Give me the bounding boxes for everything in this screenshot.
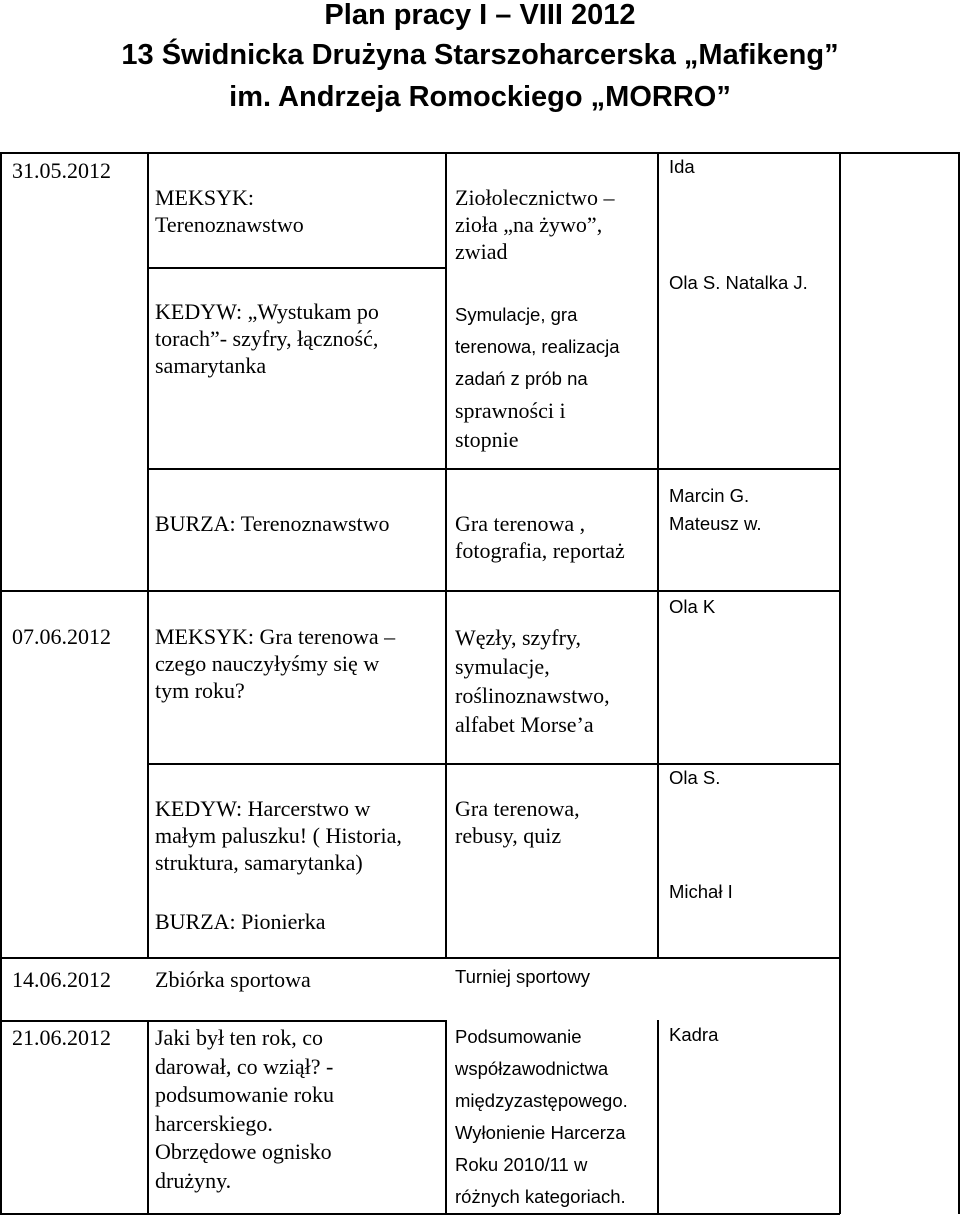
row-divider	[0, 590, 840, 592]
col-divider	[147, 152, 149, 957]
col-divider	[445, 1020, 447, 1214]
row2-method: Gra terenowa , fotografia, reportaż	[455, 511, 625, 563]
row4-topic-kedyw: KEDYW: Harcerstwo w małym paluszku! ( Historia, struktura, samarytanka)	[155, 796, 402, 875]
row3-method: Węzły, szyfry, symulacje, roślinoznawstwo, alfabet Morse’a	[455, 625, 610, 737]
row-divider	[0, 957, 840, 959]
row5-date: 14.06.2012	[12, 967, 111, 992]
col-divider	[147, 1020, 149, 1214]
row1-person-ola-natalka: Ola S. Natalka J.	[669, 272, 808, 293]
row5-topic: Zbiórka sportowa	[155, 967, 311, 992]
row4-person-ola: Ola S.	[669, 767, 721, 788]
doc-title-line-2: 13 Świdnicka Drużyna Starszoharcerska „Mafikeng”	[121, 39, 839, 71]
row1-method-herbal: Ziołolecznictwo – zioła „na żywo”, zwiad	[455, 185, 615, 264]
doc-title-line-1: Plan pracy I – VIII 2012	[324, 0, 636, 31]
row-divider	[147, 267, 445, 269]
row-divider	[0, 1020, 445, 1022]
row3-person: Ola K	[669, 596, 716, 617]
row4-method: Gra terenowa, rebusy, quiz	[455, 796, 580, 848]
col-divider	[657, 152, 659, 957]
table-bottom-border	[0, 1213, 840, 1215]
doc-title-line-3: im. Andrzeja Romockiego „MORRO”	[229, 81, 731, 113]
row1-topic-kedyw: KEDYW: „Wystukam po torach”- szyfry, łączność, samarytanka	[155, 299, 379, 378]
col-divider	[657, 1020, 659, 1214]
row1-topic-meksyk: MEKSYK: Terenoznawstwo	[155, 185, 304, 237]
row1-person-ida: Ida	[669, 156, 695, 177]
row6-method: Podsumowanie współzawodnictwa międzyzastępowego. Wyłonienie Harcerza Roku 2010/11 w różnych kategoriach.	[455, 1026, 628, 1207]
row6-person: Kadra	[669, 1024, 719, 1045]
row6-date: 21.06.2012	[12, 1025, 111, 1050]
row2-topic-burza: BURZA: Terenoznawstwo	[155, 511, 390, 536]
row1-method-badges: sprawności i stopnie	[455, 398, 566, 452]
col-divider	[445, 152, 447, 957]
row1-method-simulation: Symulacje, gra terenowa, realizacja zadań z prób na	[455, 304, 620, 389]
row5-method: Turniej sportowy	[455, 966, 591, 987]
row3-topic: MEKSYK: Gra terenowa – czego nauczyłyśmy się w tym roku?	[155, 624, 396, 703]
row3-date: 07.06.2012	[12, 624, 111, 649]
row2-persons: Marcin G. Mateusz w.	[669, 485, 762, 534]
col-divider	[0, 152, 2, 1214]
row1-date: 31.05.2012	[12, 158, 111, 183]
table-top-border	[0, 152, 960, 154]
row4-topic-burza: BURZA: Pionierka	[155, 909, 326, 934]
row-divider	[147, 468, 840, 470]
row-divider	[147, 763, 840, 765]
col-divider	[839, 152, 841, 1214]
row4-person-michal: Michał I	[669, 881, 733, 902]
row6-topic: Jaki był ten rok, co darował, co wziął? - podsumowanie roku harcerskiego. Obrzędowe ognisko drużyny.	[155, 1025, 335, 1193]
